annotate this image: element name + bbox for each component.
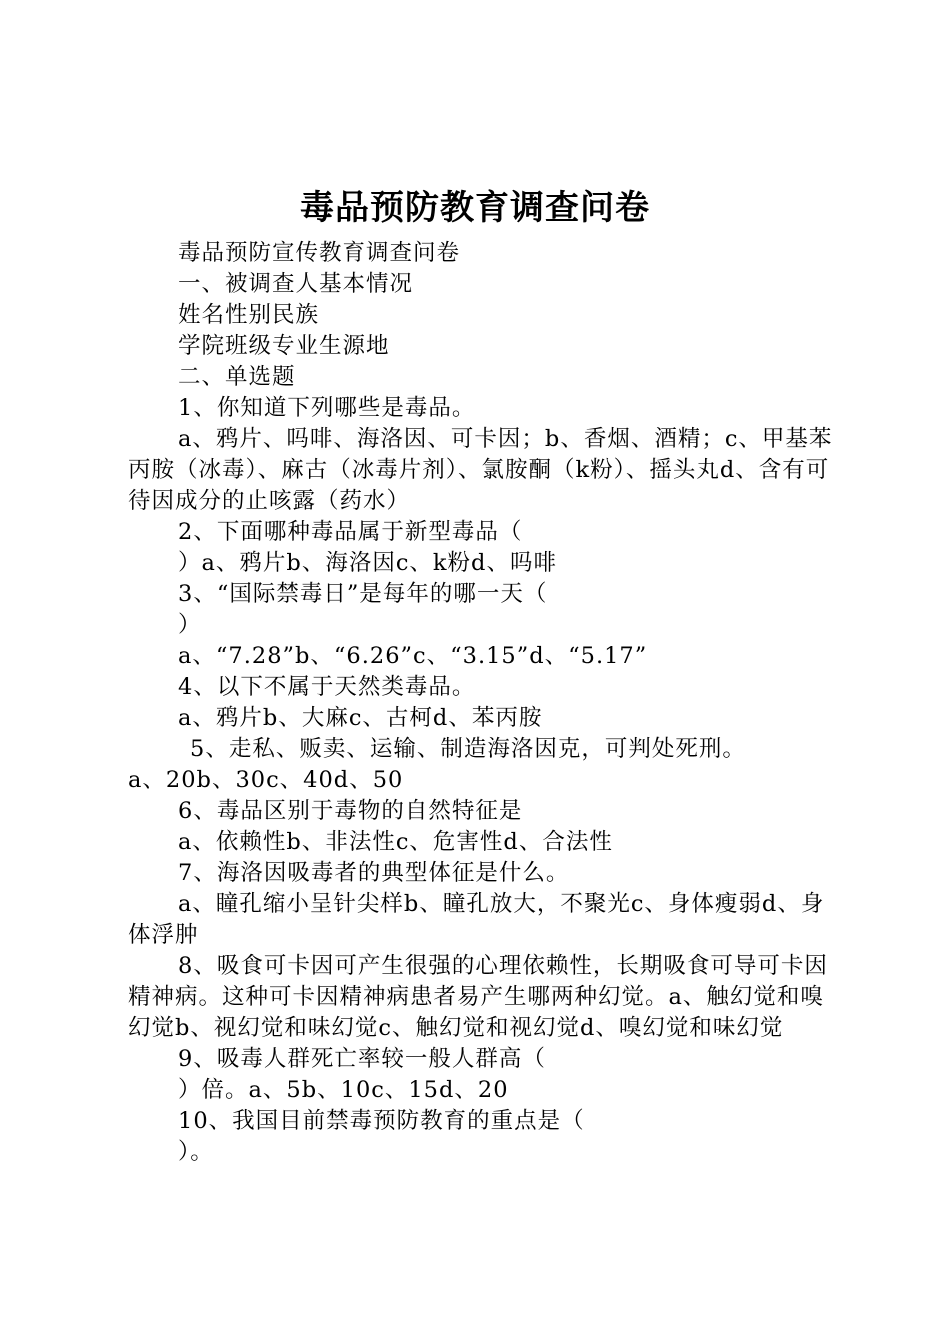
question-1: 1、你知道下列哪些是毒品。 <box>178 395 476 421</box>
subtitle-line: 毒品预防宣传教育调查问卷 <box>178 240 461 266</box>
question-6-options: a、依赖性b、非法性c、危害性d、合法性 <box>178 829 613 855</box>
question-5-options: a、20b、30c、40d、50 <box>128 767 404 793</box>
section-heading-single-choice: 二、单选题 <box>178 364 296 390</box>
question-8: 8、吸食可卡因可产生很强的心理依赖性，长期吸食可导可卡因精神病。这种可卡因精神病患者易产生哪两种幻觉。a、触幻觉和嗅幻觉b、视幻觉和味幻觉c、触幻觉和视幻觉d、嗅幻觉和味幻觉 <box>128 953 828 1041</box>
question-6: 6、毒品区别于毒物的自然特征是 <box>178 798 523 824</box>
question-4: 4、以下不属于天然类毒品。 <box>178 674 476 700</box>
question-7-options: a、瞳孔缩小呈针尖样b、瞳孔放大，不聚光c、身体瘦弱d、身体浮肿 <box>128 891 825 948</box>
question-7: 7、海洛因吸毒者的典型体征是什么。 <box>178 860 570 886</box>
question-4-options: a、鸦片b、大麻c、古柯d、苯丙胺 <box>178 705 543 731</box>
question-2: 2、下面哪种毒品属于新型毒品（ <box>178 519 523 545</box>
question-9: 9、吸毒人群死亡率较一般人群高（ <box>178 1046 546 1072</box>
section-heading-basic-info: 一、被调查人基本情况 <box>178 271 414 297</box>
question-3: 3、“国际禁毒日”是每年的哪一天（ <box>178 581 548 607</box>
question-10-bracket: ）。 <box>178 1139 214 1165</box>
field-line-name: 姓名性别民族 <box>178 302 320 328</box>
field-line-college: 学院班级专业生源地 <box>178 333 390 359</box>
question-3-bracket: ） <box>178 612 202 638</box>
question-10: 10、我国目前禁毒预防教育的重点是（ <box>178 1108 585 1134</box>
document-title: 毒品预防教育调查问卷 <box>300 188 650 228</box>
document-body <box>128 238 833 1168</box>
question-9-options: ）倍。a、5b、10c、15d、20 <box>178 1077 509 1103</box>
question-1-options: a、鸦片、吗啡、海洛因、可卡因；b、香烟、酒精；c、甲基苯丙胺（冰毒）、麻古（冰毒片剂）、氯胺酮（k粉）、摇头丸d、含有可待因成分的止咳露（药水） <box>128 426 833 514</box>
question-2-options: ）a、鸦片b、海洛因c、k粉d、吗啡 <box>178 550 557 576</box>
question-3-options: a、“7.28”b、“6.26”c、“3.15”d、“5.17” <box>178 643 648 669</box>
question-5: 5、走私、贩卖、运输、制造海洛因克，可判处死刑。 <box>190 736 746 762</box>
